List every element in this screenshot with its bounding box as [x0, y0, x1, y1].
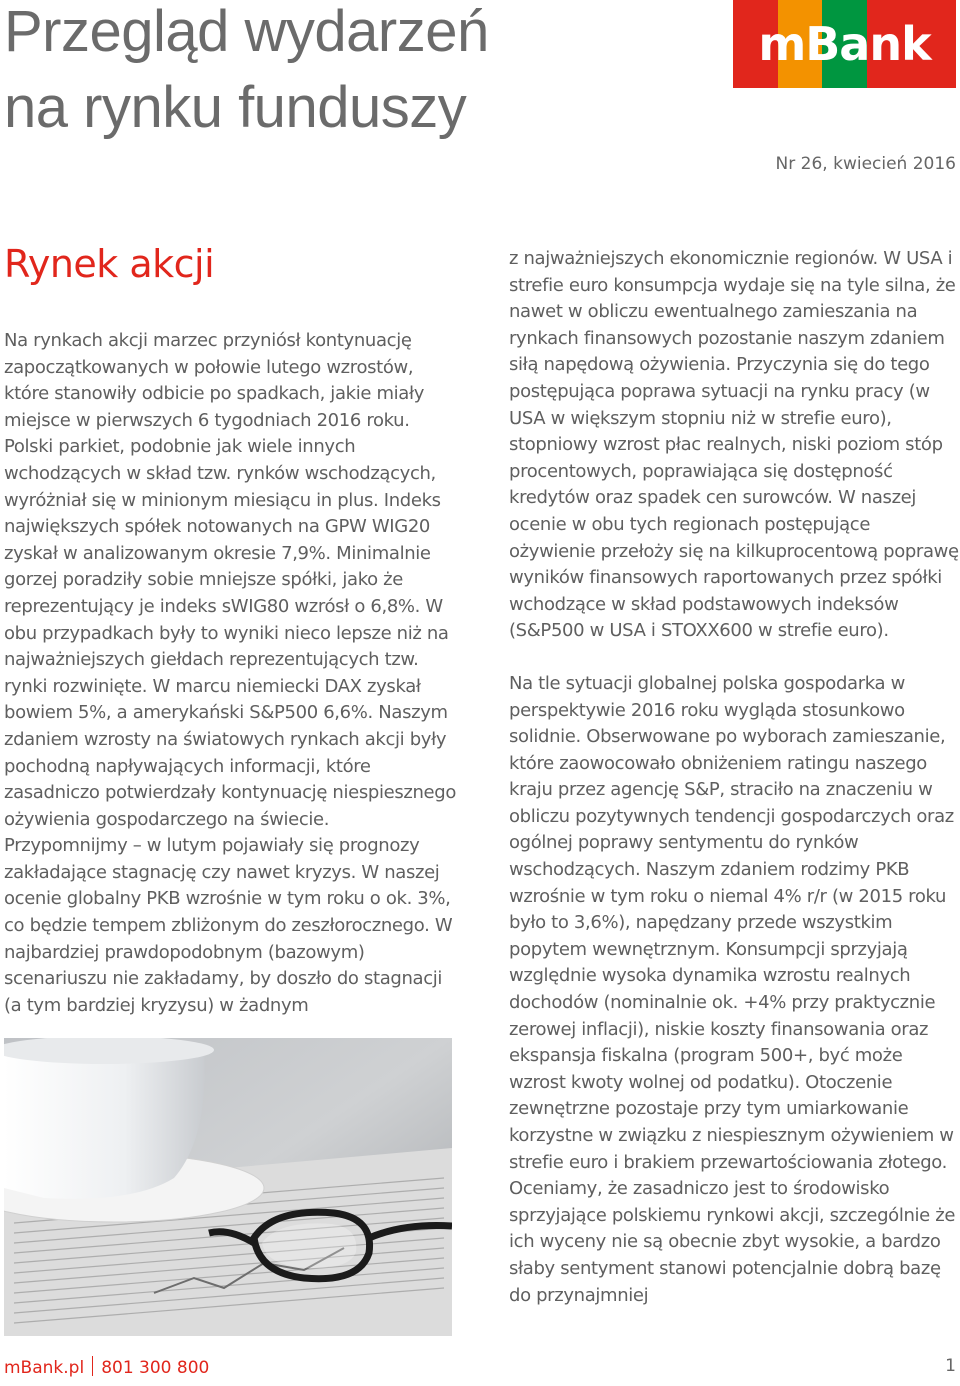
paragraph: Na rynkach akcji marzec przyniósł kontynuację zapoczątkowanych w połowie lutego wzrostów, które stanowiły odbicie po spadkach, jakie miały miejsce w pierwszych 6 tygodniach 2016 roku. Polski parkiet, podobnie jak wiele innych wchodzących w skład tzw. rynków wschodzących, wyróżniał się w minionym miesiącu in plus. Indeks największych spółek notowanych na GPW WIG20 zyskał w analizowanym okresie 7,9%. Minimalnie gorzej poradziły sobie mniejsze spółki, jako że reprezentujący je indeks sWIG80 wzrósł o 6,8%. W obu przypadkach były to wyniki nieco lepsze niż na najważniejszych giełdach reprezentujących tzw. rynki rozwinięte. W marcu niemiecki DAX zyskał bowiem 5%, a amerykański S&P500 6,6%. Naszym zdaniem wzrosty na światowych rynkach akcji były pochodną napływających informacji, które zasadniczo potwierdzały kontynuację niespiesznego ożywienia gospodarczego na świecie. Przypomnijmy – w lutym pojawiały się prognozy zakładające stagnację czy nawet kryzys. W naszej ocenie globalny PKB wzrośnie w tym roku o ok. 3%, co będzie tempem zbliżonym do zeszłorocznego. W najbardziej prawdopodobnym (bazowym) scenariuszu nie zakładamy, by doszło do stagnacji (a tym bardziej kryzysu) w żadnym [4, 330, 456, 1016]
footer [4, 1356, 956, 1382]
text-column-right [509, 246, 960, 1309]
website-link[interactable]: mBank.pl [4, 1358, 85, 1378]
mbank-logo [733, 0, 956, 88]
phone-number[interactable]: 801 300 800 [101, 1358, 210, 1378]
logo-text: mBank [758, 17, 931, 71]
newspaper-photo [4, 1038, 452, 1336]
title-line-1: Przegląd wydarzeń [4, 0, 489, 64]
section-title: Rynek akcji [4, 242, 215, 286]
text-column-left [4, 328, 456, 1019]
paragraph: Na tle sytuacji globalnej polska gospodarka w perspektywie 2016 roku wygląda stosunkowo solidnie. Obserwowane po wyborach zamieszanie, które zaowocowało obniżeniem ratingu naszego kraju przez agencję S&P, straciło na znaczeniu w obliczu pozytywnych tendencji gospodarczych oraz ogólnej poprawy sentymentu do rynków wschodzących. Naszym zdaniem rodzimy PKB wzrośnie w tym roku o niemal 4% r/r (w 2015 roku było to 3,6%), napędzany przede wszystkim popytem wewnętrznym. Konsumpcji sprzyjają względnie wysoka dynamika wzrostu realnych dochodów (nominalnie ok. +4% przy praktycznie zerowej inflacji), niskie koszty finansowania oraz ekspansja fiskalna (program 500+, być może wzrost kwoty wolnej od podatku). Otoczenie zewnętrzne pozostaje przy tym umiarkowanie korzystne w związku z niespiesznym ożywieniem w strefie euro i brakiem przewartościowania złotego. Oceniamy, że zasadniczo jest to środowisko sprzyjające polskiemu rynkowi akcji, szczególnie że ich wyceny nie są obecnie zbyt wysokie, a bardzo słaby sentyment stanowi potencjalnie dobrą bazę do przynajmniej [509, 672, 956, 1306]
issue-number: Nr 26, kwiecień 2016 [775, 154, 956, 174]
paragraph: z najważniejszych ekonomicznie regionów. W USA i strefie euro konsumpcja wydaje się na tyle silna, że nawet w obliczu ewentualnego zamieszania na rynkach finansowych pozostanie naszym zdaniem siłą napędową ożywienia. Przyczynia się do tego postępująca poprawa sytuacji na rynku pracy (w USA w większym stopniu niż w strefie euro), stopniowy wzrost płac realnych, niski poziom stóp procentowych, poprawiająca się dostępność kredytów oraz spadek cen surowców. W naszej ocenie w obu tych regionach postępujące ożywienie przełoży się na kilkuprocentową poprawę wyników finansowych raportowanych przez spółki wchodzące w skład podstawowych indeksów (S&P500 w USA i STOXX600 w strefie euro). [509, 248, 959, 642]
footer-divider [92, 1356, 93, 1376]
title-line-2: na rynku funduszy [4, 75, 467, 140]
page-number: 1 [945, 1356, 956, 1376]
document-title [4, 0, 644, 146]
